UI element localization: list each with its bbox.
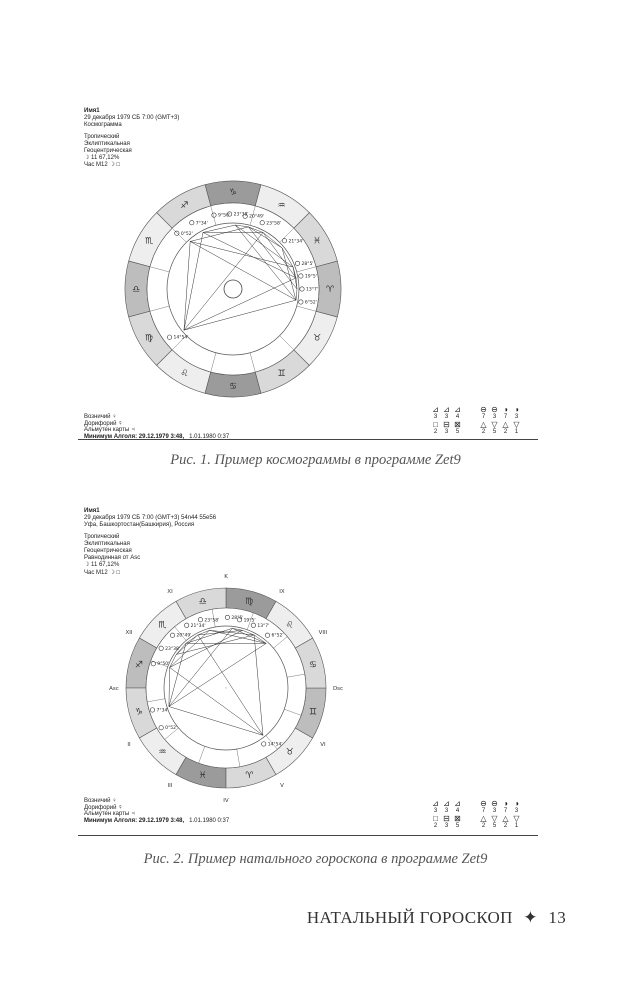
sign-glyph: ♌ — [180, 369, 189, 380]
separator-star-icon: ✦ — [523, 908, 538, 927]
house-numeral: XI — [167, 589, 173, 596]
sign-glyph: ♍ — [144, 333, 154, 344]
sign-glyph: ♎ — [198, 597, 207, 608]
charioteer: Возничий ♀ — [84, 798, 117, 804]
running-head — [307, 908, 566, 928]
moon-phase: ☽ 11 67,12% — [84, 562, 120, 569]
figure-bottom-rule — [78, 439, 538, 440]
planet-degree: 21°34' — [190, 623, 206, 629]
figure-2-caption: Рис. 2. Пример натального гороскопа в программе Zet9 — [143, 851, 488, 867]
algol-minimum-next: 1.01.1980 0:37 — [189, 817, 230, 824]
charioteer: Возничий ♀ — [84, 414, 117, 420]
sign-glyph: ♈ — [325, 285, 335, 295]
chart-place: Уфа, Башкортостан(Башкирия), Россия — [84, 522, 195, 529]
sign-glyph: ♓ — [312, 236, 322, 247]
planet-degree: 19°5' — [243, 618, 256, 624]
setting-center: Геоцентрическая — [84, 148, 132, 155]
elements-table-left: ⊿ ⊿ ⊿ 3 3 4 □ ⊟ ⊠ 2 3 5 — [432, 799, 461, 829]
sign-glyph: ♑ — [135, 707, 144, 718]
sign-glyph: ♓ — [198, 770, 207, 781]
cosmogram-wheel — [118, 174, 348, 404]
sign-glyph: ♌ — [285, 620, 294, 631]
almuten: Альмутен карты ♃ — [84, 811, 136, 818]
house-numeral: Dsc — [332, 686, 344, 692]
chart-name: Имя1 — [84, 508, 100, 514]
figure-2 — [78, 500, 538, 836]
planet-degree: 14°54' — [267, 742, 283, 748]
figure-bottom-rule — [78, 835, 538, 836]
planet-degree: 21°34' — [288, 239, 304, 245]
planet-degree: 13°7' — [257, 623, 270, 629]
sign-glyph: ♍ — [245, 597, 254, 608]
setting-zodiac: Тропический — [84, 133, 120, 140]
planet-degree: 23°58' — [204, 618, 220, 624]
figure-1-caption: Рис. 1. Пример космограммы в программе Zet9 — [170, 452, 461, 468]
planet-degree: 28°5' — [301, 261, 314, 267]
sign-glyph: ♎ — [131, 285, 141, 295]
chart-type: Космограмма — [84, 122, 122, 129]
house-numeral: VIII — [318, 630, 328, 636]
doryphory: Дорифорий ☿ — [84, 804, 123, 811]
setting-coords: Эклиптикальная — [84, 540, 130, 547]
house-numeral: III — [167, 782, 173, 789]
almuten: Альмутен карты ♃ — [84, 427, 136, 434]
chart-header — [84, 108, 179, 170]
center-circle — [224, 280, 242, 298]
sign-glyph: ♏ — [144, 236, 154, 247]
algol-minimum-label: Минимум Алголя: 29.12.1979 3:48, — [84, 817, 185, 824]
sign-glyph: ♊ — [308, 707, 317, 718]
elements-table-right: ⊖ ⊖ ◑ ◑ 7 3 7 3 △ ▽ △ ▽ 2 5 2 1 — [480, 405, 520, 435]
sign-glyph: ♐ — [135, 660, 144, 671]
planet-degree: 23°58' — [266, 221, 282, 227]
planet-degree: 0°52' — [165, 726, 178, 732]
chart-name: Имя1 — [84, 108, 100, 114]
sign-glyph: ♉ — [285, 747, 294, 758]
planet-degree: 28°5' — [231, 615, 244, 621]
sign-glyph: ♏ — [158, 620, 167, 631]
figure-1 — [78, 100, 538, 440]
planet-degree: 7°34' — [156, 708, 169, 714]
sign-glyph: ♑ — [228, 188, 238, 198]
sign-glyph: ♒ — [158, 747, 167, 758]
setting-houses: Равнодинная от Asc — [84, 555, 141, 562]
elements-table-right: ⊖ ⊖ ◑ ◑ 7 3 7 3 △ ▽ △ ▽ 2 5 2 1 — [480, 799, 520, 829]
elements-table-left: ⊿ ⊿ ⊿ 3 3 4 □ ⊟ ⊠ 2 3 5 — [432, 405, 461, 435]
setting-coords: Эклиптикальная — [84, 140, 130, 147]
house-numeral: IV — [223, 798, 229, 804]
planet-degree: 7°34' — [195, 221, 208, 227]
house-numeral: K — [224, 574, 228, 580]
planet-degree: 14°54' — [173, 335, 189, 341]
sign-glyph: ♈ — [245, 770, 254, 781]
sign-glyph: ♐ — [180, 200, 189, 211]
setting-zodiac: Тропический — [84, 533, 120, 540]
setting-hour: Час М12 ☽ □ — [84, 162, 121, 169]
sign-glyph: ♋ — [308, 660, 317, 671]
house-numeral: VI — [320, 742, 326, 748]
chart-header — [84, 508, 216, 577]
planet-degree: 9°50' — [217, 213, 231, 219]
planet-degree: 6°52' — [304, 300, 317, 306]
page-number: 13 — [548, 908, 566, 927]
sign-glyph: ♉ — [312, 333, 322, 344]
chart-footer — [84, 414, 229, 440]
sign-glyph: ♒ — [277, 200, 286, 211]
house-numeral: II — [127, 742, 131, 748]
algol-minimum-next: 1.01.1980 0:37 — [189, 433, 230, 440]
planet-degree: 23°38' — [233, 212, 249, 218]
running-head-title: НАТАЛЬНЫЙ ГОРОСКОП — [306, 908, 513, 927]
planet-degree: 6°52' — [271, 633, 284, 639]
planet-degree: 19°5' — [304, 274, 317, 280]
sign-glyph: ♊ — [277, 369, 286, 380]
planet-degree: 20°49' — [249, 214, 265, 220]
sign-glyph: ♋ — [228, 382, 238, 392]
setting-center: Геоцентрическая — [84, 548, 132, 555]
algol-minimum-label: Минимум Алголя: 29.12.1979 3:48, — [84, 433, 185, 440]
house-numeral: Asc — [109, 686, 119, 692]
doryphory: Дорифорий ☿ — [84, 420, 123, 427]
planet-degree: 9°50' — [157, 662, 170, 668]
chart-footer — [84, 798, 229, 824]
moon-phase: ☽ 11 67,12% — [84, 155, 120, 162]
planet-degree: 0°52' — [180, 231, 193, 237]
planet-degree: 13°7' — [306, 287, 319, 293]
chart-date: 29 декабря 1979 СБ 7:00 (GMT+3) 54n44 55e56 — [84, 515, 217, 522]
natal-chart-wheel — [108, 570, 344, 806]
house-numeral: V — [280, 782, 284, 789]
house-numeral: XII — [125, 630, 133, 636]
planet-degree: 20°49' — [176, 633, 192, 639]
planet-degree: 23°38' — [165, 646, 181, 652]
house-numeral: IX — [279, 589, 285, 596]
setting-hour: Час М12 ☽ □ — [84, 569, 121, 576]
chart-date: 29 декабря 1979 СБ 7:00 (GMT+3) — [84, 115, 180, 122]
